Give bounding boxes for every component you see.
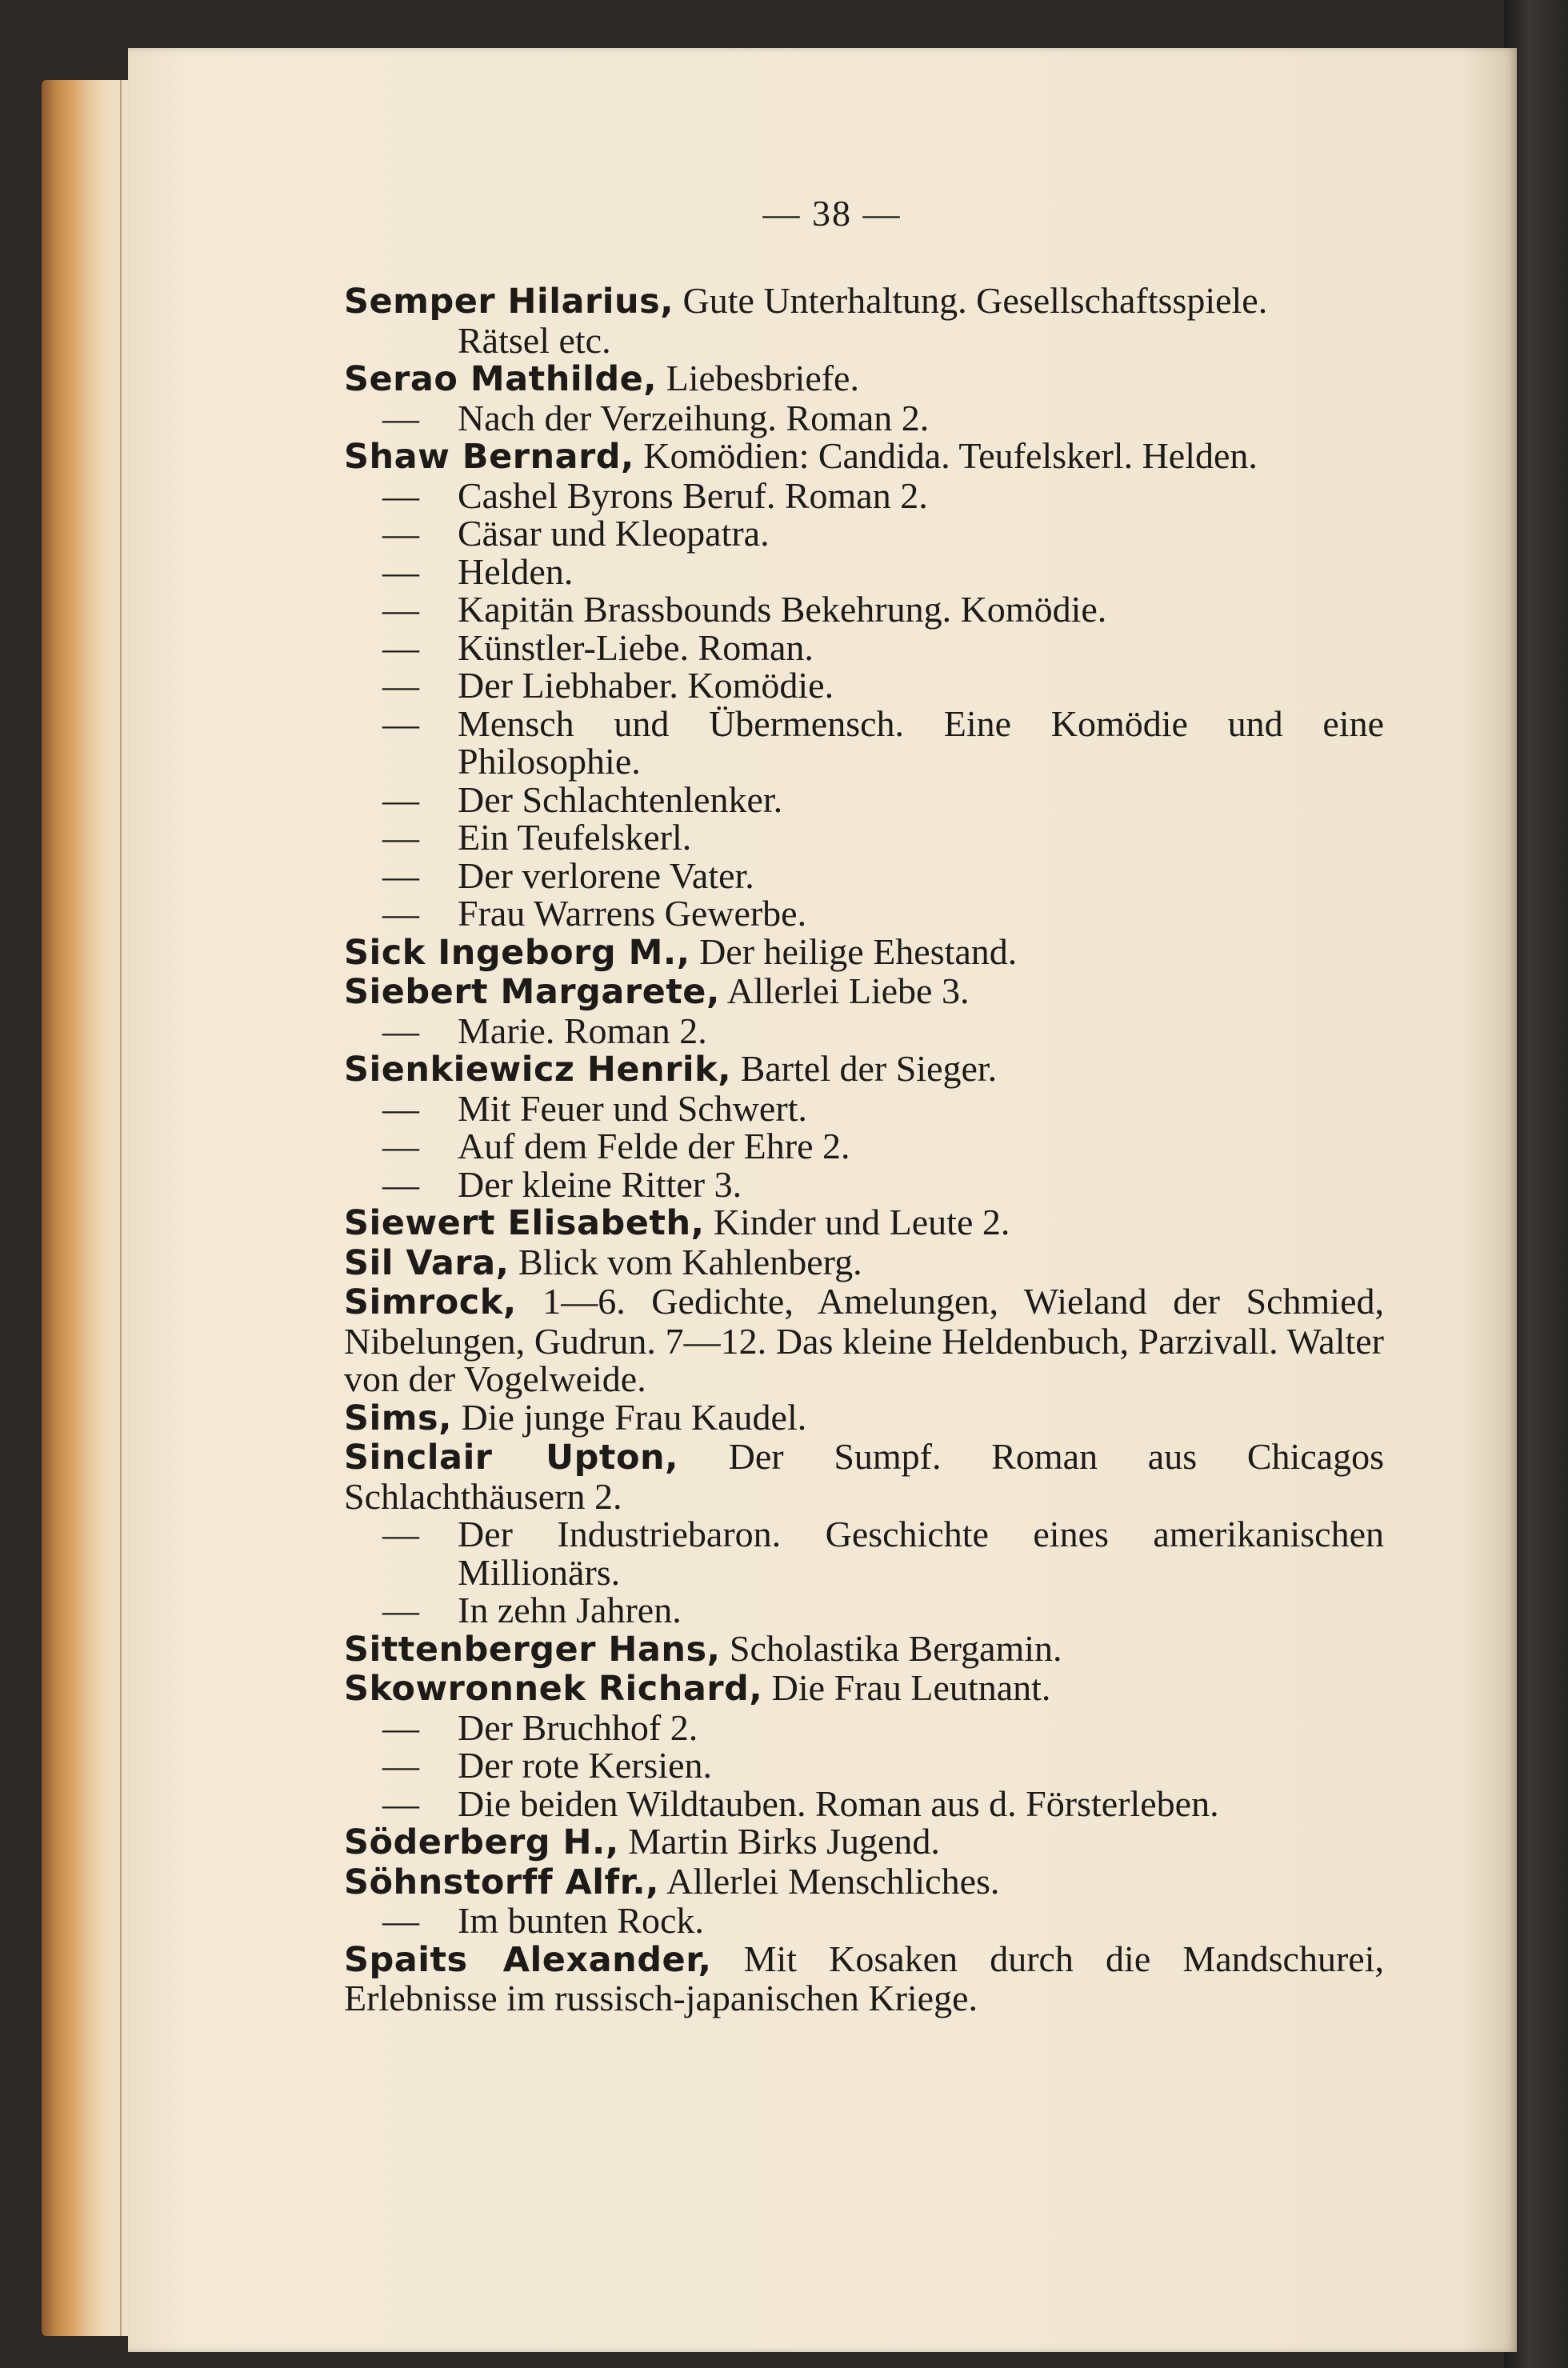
ditto-dash: — [382, 854, 419, 896]
author-name: Sims, [344, 1398, 452, 1438]
sub-entry [344, 1012, 1384, 1050]
ditto-dash: — [382, 474, 419, 516]
sub-entry [344, 666, 1384, 705]
ditto-dash: — [382, 589, 419, 630]
ditto-dash: — [382, 397, 419, 438]
sub-entry [344, 626, 1384, 668]
ditto-dash: — [382, 1900, 419, 1941]
work-title: Gute Unterhaltung. Gesellschaftsspiele. [682, 280, 1268, 321]
author-name: Spaits Alexander, [344, 1939, 712, 1980]
author-name: Skowronnek Richard, [344, 1669, 763, 1709]
sub-entry-title: Der verlorene Vater. [458, 854, 754, 896]
sub-entry-title: Kapitän Brassbounds Bekehrung. Komödie. [458, 589, 1107, 630]
sub-entry [344, 399, 1384, 438]
sub-entry-title: Der Schlachtenlenker. [458, 778, 783, 820]
author-name: Siewert Elisabeth, [344, 1203, 705, 1243]
author-name: Sil Vara, [344, 1242, 510, 1283]
ditto-dash: — [382, 1590, 419, 1630]
sub-entry-title: Cäsar und Kleopatra. [458, 513, 770, 554]
author-name: Söderberg H., [344, 1822, 619, 1862]
work-title: Liebesbriefe. [666, 358, 859, 398]
sub-entry-title: Mit Feuer und Schwert. [458, 1087, 807, 1129]
index-entry [344, 1822, 1384, 1862]
sub-entry-title: Der rote Kersien. [458, 1745, 713, 1786]
work-title: 1—6. Gedichte, Amelungen, Wieland der Schmied, Nibelungen, Gudrun. 7—12. Das kleine Heldenbuch, Parzivall. Walter von der Vogelweide. [344, 1281, 1384, 1399]
work-title: Die junge Frau Kaudel. [461, 1396, 807, 1438]
author-name: Sinclair Upton, [344, 1438, 678, 1478]
index-entry [344, 1627, 1384, 1670]
sub-entry-title: Der Liebhaber. Komödie. [458, 665, 834, 706]
sub-entry [344, 514, 1384, 553]
ditto-dash: — [382, 1706, 419, 1748]
sub-entry-title: Künstler-Liebe. Roman. [458, 626, 814, 668]
sub-entry-title: Nach der Verzeihung. Roman 2. [458, 397, 930, 438]
sub-entry [344, 1127, 1384, 1166]
sub-entry [344, 854, 1384, 896]
sub-entry [344, 1163, 1384, 1205]
ditto-dash: — [382, 893, 419, 934]
work-title: Bartel der Sieger. [740, 1048, 998, 1089]
work-title: Kinder und Leute 2. [713, 1202, 1010, 1242]
index-entry [344, 1398, 1384, 1438]
sub-entry-title: Im bunten Rock. [458, 1900, 704, 1941]
sub-entry-title: Ein Teufelskerl. [458, 817, 692, 858]
work-title: Scholastika Bergamin. [729, 1627, 1062, 1669]
sub-entry-title: Marie. Roman 2. [458, 1010, 707, 1051]
author-name: Siebert Margarete, [344, 972, 720, 1012]
book-edge-line [120, 80, 122, 2336]
page-number: — 38 — [762, 193, 902, 234]
ditto-dash: — [382, 665, 419, 706]
sub-entry-title: In zehn Jahren. [458, 1590, 682, 1630]
sub-entry-title: Der Bruchhof 2. [458, 1706, 698, 1748]
sub-entry-title: Der kleine Ritter 3. [458, 1163, 742, 1205]
sub-entry-title: Mensch und Übermensch. Eine Komödie und eine Philosophie. [458, 702, 1384, 782]
work-title: Allerlei Liebe 3. [726, 970, 970, 1011]
sub-entry [344, 702, 1384, 782]
index-entry [344, 972, 1384, 1012]
entry-continuation: Rätsel etc. [458, 319, 611, 361]
author-name: Söhnstorff Alfr., [344, 1862, 659, 1902]
author-name: Shaw Bernard, [344, 437, 634, 477]
sub-entry [344, 1746, 1384, 1785]
sub-entry [344, 1706, 1384, 1748]
work-title: Der Sumpf. Roman aus Chicagos Schlachthäusern 2. [344, 1436, 1385, 1517]
index-entry [344, 1050, 1384, 1090]
sub-entry [344, 894, 1384, 933]
index-entry [344, 1282, 1384, 1398]
ditto-dash: — [382, 626, 419, 668]
ditto-dash: — [382, 702, 419, 744]
ditto-dash: — [382, 817, 419, 858]
author-name: Sittenberger Hans, [344, 1629, 721, 1670]
work-title: Komödien: Candida. Teufelskerl. Helden. [643, 435, 1258, 476]
index-entry [344, 282, 1384, 322]
author-name: Sienkiewicz Henrik, [344, 1050, 732, 1090]
sub-entry [344, 1515, 1384, 1591]
sub-entry-title: Auf dem Felde der Ehre 2. [458, 1126, 850, 1166]
author-name: Simrock, [344, 1282, 517, 1322]
index-entry [344, 1862, 1384, 1902]
index-entry [344, 359, 1384, 399]
sub-entry [344, 550, 1384, 592]
book-page-edges [42, 80, 130, 2336]
sub-entry [344, 778, 1384, 820]
sub-entry [344, 474, 1384, 516]
index-entry [344, 1940, 1384, 2018]
sub-entry [344, 1902, 1384, 1940]
ditto-dash: — [382, 1163, 419, 1205]
sub-entry-title: Cashel Byrons Beruf. Roman 2. [458, 474, 928, 516]
index-entry [344, 437, 1384, 477]
sub-entry [344, 818, 1384, 857]
author-name: Semper Hilarius, [344, 282, 674, 322]
sub-entry-title: Der Industriebaron. Geschichte eines amerikanischen Millionärs. [458, 1514, 1384, 1593]
index-entry [344, 1438, 1384, 1515]
index-entries [344, 282, 1384, 2018]
ditto-dash: — [382, 1514, 419, 1554]
sub-entry-title: Helden. [458, 550, 574, 592]
work-title: Die Frau Leutnant. [771, 1667, 1051, 1708]
index-entry [344, 1203, 1384, 1243]
ditto-dash: — [382, 550, 419, 592]
sub-entry [344, 1087, 1384, 1129]
sub-entry [344, 1591, 1384, 1630]
sub-entry-title: Die beiden Wildtauben. Roman aus d. Försterleben. [458, 1782, 1219, 1824]
index-entry [344, 1243, 1384, 1283]
ditto-dash: — [382, 1087, 419, 1129]
ditto-dash: — [382, 1782, 419, 1824]
index-entry [344, 930, 1384, 973]
sub-entry-title: Frau Warrens Gewerbe. [458, 893, 807, 934]
ditto-dash: — [382, 1745, 419, 1786]
sub-entry [344, 1782, 1384, 1824]
ditto-dash: — [382, 513, 419, 554]
work-title: Mit Kosaken durch die Mandschurei, Erlebnisse im russisch-japanischen Kriege. [344, 1938, 1384, 2018]
ditto-dash: — [382, 778, 419, 820]
work-title: Allerlei Menschliches. [666, 1860, 1000, 1902]
ditto-dash: — [382, 1126, 419, 1166]
sub-entry [344, 590, 1384, 629]
work-title: Der heilige Ehestand. [699, 930, 1018, 972]
ditto-dash: — [382, 1010, 419, 1051]
index-entry [344, 1669, 1384, 1709]
author-name: Sick Ingeborg M., [344, 932, 690, 973]
author-name: Serao Mathilde, [344, 359, 658, 399]
work-title: Martin Birks Jugend. [628, 1821, 940, 1862]
work-title: Blick vom Kahlenberg. [518, 1241, 862, 1282]
